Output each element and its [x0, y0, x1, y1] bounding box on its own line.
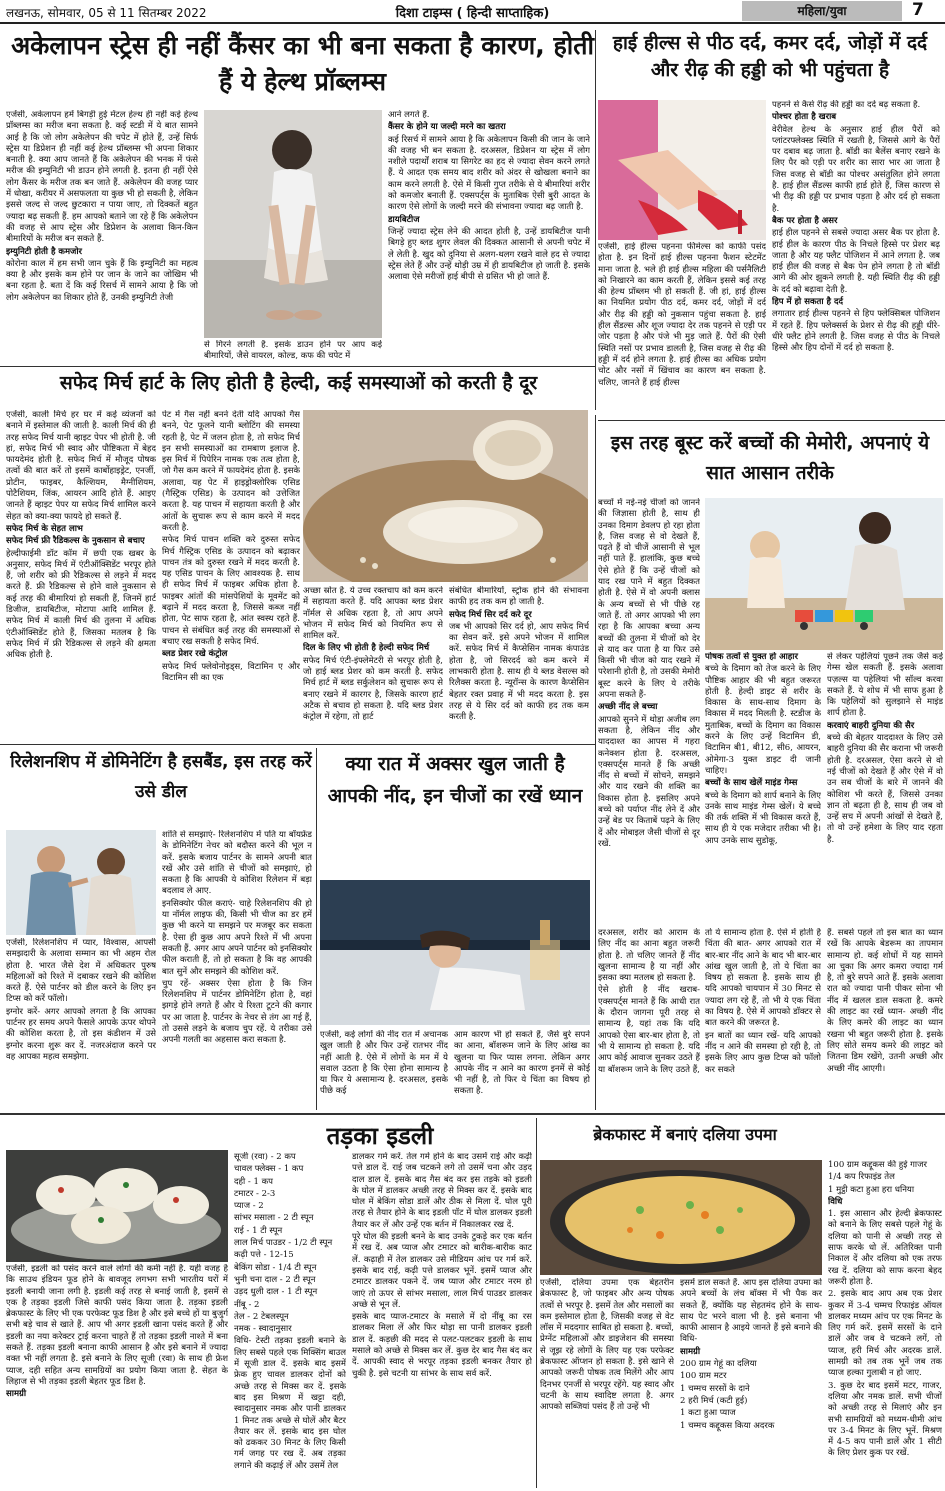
idli-ingredient: सांभर मसाला - 2 टी स्पून: [234, 1213, 314, 1224]
column-divider: [316, 748, 317, 1110]
upma-step: 1. इस आसान और हेल्दी ब्रेकफास्ट को बनाने के लिए सबसे पहले गेहूं के दलिया को पानी से अच्छी तरह से साफ करके धो लें. अतिरिक्त पानी निकाल दें और दलिया को एक तरफ रख दें. दलिया को साफ करना बेहद जरूरी होता है.: [828, 1209, 942, 1287]
relationship-text: चुप रहें- अक्सर ऐसा होता है कि जिन रिलेशनशिप में पार्टनर डोमिनेटिंग होता है, वहां झगड़े होने लगते हैं और ये रिश्ता टूटने की कगार पर आ जाता है. पार्टनर के नेचर से तंग आ गई हैं, तो उससे लड़ने के बजाय चुप रहें. ये तरीका उसे अपनी गलती का अहसास करा सकता है.: [162, 978, 312, 1046]
memory-col5: [705, 928, 821, 1110]
heels-text: वेरीवेल हेल्थ के अनुसार हाई हील पैरों को प्लांटरफ्लेक्स्ड स्थिति में रखती है, जिससे आगे के पैरों पर दबाव बढ़ जाता है. बॉडी का बैलेंस बनाए रखने के लिए पैर को एड़ी पर शरीर का सारा भार आ जाता है जिस वजह से बॉडी का पोश्चर असंतुलित होने लगता है. हाई हील सैंडल्स काफी हार्ड होते हैं, जिस कारण से भी रीढ़ की हड्डी पर प्रभाव पड़ता है और दर्द हो सकता है.: [772, 124, 940, 214]
heels-col2: [772, 100, 940, 415]
memory-col2: [705, 652, 821, 927]
section-divider: [0, 744, 595, 745]
loneliness-subhead: डायबिटीज: [388, 214, 420, 225]
relationship-text: शांति से समझाएं- रिलेशनशिप में पति या बॉयफ्रेंड के डोमिनेटिंग नेचर को बदौस्त करने की भूल न करें. इसके बजाय पार्टनर के सामने अपनी बात रखें और उसे शांति से चीजों को समझाएं, हो सकता है कि आपकी ये कोशिश रिलेशन में बड़ा बदलाव ले आए.: [162, 830, 312, 897]
idli-ingredient: राई - 1 टी स्पून: [234, 1225, 283, 1236]
loneliness-col3: [388, 110, 590, 364]
pepper-subhead: सफेद मिर्च के सेहत लाभ: [6, 523, 83, 534]
idli-text: एजेंसी, इडली को पसंद करने वाले लोगों की कमी नहीं है. यही वजह है कि साउथ इंडियन फूड होने के बावजूद लगभग सभी भारतीय घरों में इडली बनायी जाना लगी है. इडली कई तरह से बनाई जाती है, इसमें से एक है तड़का इडली जिसे काफी पसंद किया जाता है. तड़का इडली ब्रेकफास्ट के लिए भी एक परफेक्ट फूड डिश है और इसे बच्चे हों या बुजुर्ग सभी बड़े चाव से खाते हैं. आप भी अगर इडली खाना पसंद करते हैं और इडली का नया करेक्टर ट्राई करना चाहते हैं तो तड़का इडली नाश्ते में बना सकते हैं. तड़का इडली बनाना काफी आसान है और इसे बनाने में ज्यादा वक्त भी नहीं लगता है. इसे बनाने के लिए सूजी (रवा) के साथ ही फ्रेश प्याज, दही सहित अन्य सामग्रियों का प्रयोग किया जाता है. सेहत के लिहाज से भी तड़का इडली बेहतर फूड डिश है.: [6, 1264, 228, 1387]
memory-text: से लेकर पहेलियां पूछने तक जैसे कई गेम्स खेल सकती हैं. इसके अलावा पज़ल्स या पहेलियां भी सॉल्व करवा सकते हैं. ये शोध में भी साफ हुआ है कि पहेलियों को सुलझाने से माइंड शार्प होता है.: [827, 652, 943, 719]
memory-text: बच्चे के दिमाग को शार्प बनाने के लिए उनके साथ माइंड गेम्स खेलें। ये बच्चे की तर्क शक्ति में भी विकास करते हैं, साथ ही ये एक मजेदार तरीका भी है। आप उनके साथ सुडोकू,: [705, 790, 821, 846]
idli-ingredient: तेल - 2 टेबलस्पून: [234, 1311, 289, 1322]
loneliness-text: जिन्हें ज्यादा स्ट्रेस लेने की आदत होती है, उन्हें डायबिटीज यानी बिगड़े हुए ब्लड शुगर लेवल की दिक्कत आसानी से अपनी चपेट में ले लेती है. खुद को दुनिया से अलग-थलग रखने वाले हद से ज्यादा स्ट्रेस लेते हैं और उन्हें थोड़ी उम्र में ही डायबिटीज हो जाती है. इसके अलावा ऐसे मरीजों हाई बीपी से ग्रसित भी हो जाते हैं.: [388, 226, 590, 283]
sleep-col1: [320, 1030, 448, 1110]
pepper-col1: [6, 410, 156, 740]
loneliness-col2: [204, 340, 382, 364]
upma-col1: [540, 1278, 674, 1488]
idli-ingredient: नमक - स्वादानुसार: [234, 1324, 292, 1335]
memory-text: इन बातों का ध्यान रखें- यदि आपको नींद न आने की समस्या हो रही है, तो इसके लिए आप कुछ टिप्स को फॉलो कर सकते: [705, 1030, 821, 1075]
newspaper-name: दिशा टाइम्स ( हिन्दी साप्ताहिक): [395, 6, 550, 21]
memory-headline: इस तरह बूस्ट करें बच्चों की मेमोरी, अपनाएं ये सात आसान तरीके: [610, 432, 930, 485]
upma-ingredient: 100 ग्राम कद्दूकस की हुई गाजर: [828, 1160, 927, 1170]
pepper-text: हेल्दीफाईमी डॉट कॉम में छपी एक खबर के अनुसार, सफेद मिर्च में एंटीऑक्सिडेंट भरपूर होते हैं, जो शरीर को फ्री रैडिकल्स से लड़ने में मदद करते हैं. फ्री रैडिकल्स से होने वाले नुकसान से कई तरह की बीमारियां हो सकती हैं, जिनमें हार्ट डिजीज, डायबिटीज, मोटापा आदि शामिल हैं. सफेद मिर्च में काली मिर्च की तुलना में अधिक एंटीऑक्सिडेंट होते हैं, जिसका मतलब है कि सफेद मिर्च में फ्री रैडिकल्स से लड़ने की क्षमता अधिक होती है.: [6, 548, 156, 661]
relationship-col2: [162, 830, 312, 1110]
idli-text: डालकर गर्म करें. तेल गर्म होने के बाद उसमें राई और कढ़ी पत्ते डाल दें. राई जब चटकने लगे तो उसमें चना और उड़द दाल डाल दें. इसके बाद गैस बंद कर इस तड़के को इडली के घोल में डालकर अच्छी तरह से मिक्स कर दें. इसके बाद घोल में बेकिंग सोडा डालें और ठीक से मिला दें. घोल पूरी तरह से तैयार होने के बाद इडली पॉट में घोल डालकर इडली तैयार कर लें और उन्हें एक बर्तन में निकालकर रख दें.: [352, 1152, 532, 1230]
upma-ingredient: 100 ग्राम मटर: [680, 1371, 727, 1382]
idli-col3: [352, 1152, 532, 1488]
loneliness-col1: [6, 110, 198, 362]
sleep-text: ऐसे होती है नींद खराब- एक्सपर्ट्स मानते हैं कि आधी रात के दौरान जागना पूरी तरह से सामान्य है, यहां तक कि यदि आपको ऐसा बार-बार होता है, तो भी ये सामान्य हो सकता है. यदि आप कोई आवाज सुनकर उठते हैं या बॉशरूम जाने के लिए उठते हैं,: [598, 985, 700, 1075]
pepper-text: सफेद मिर्च फ्लेवोनोइड्स, विटामिन ए और विटामिन सी का एक: [162, 661, 300, 683]
high-heels-photo: [598, 100, 766, 240]
section-divider: [0, 366, 595, 367]
idli-ingredients: [234, 1152, 346, 1488]
loneliness-text: से गिरने लगती है. इसके डाउन होने पर आप कई बीमारियों, जैसे वायरल, कोल्ड, कफ की चपेट में: [204, 340, 382, 362]
loneliness-text: कोरोना काल में हम सभी जान चुके हैं कि इम्युनिटी का महत्व क्या है और इसके कम होने पर जान के जाने का जोखिम भी बना रहता है. बता दें कि कई रिसर्च में सामने आया है कि जो लोग अकेलेपन का शिकार होते हैं, उनकी इम्युनिटी तेजी: [6, 258, 198, 303]
upma-ingredient: 200 ग्राम गेहूं का दलिया: [680, 1359, 757, 1370]
section-divider: [0, 1113, 945, 1115]
idli-headline: तड़का इडली: [326, 1122, 434, 1150]
idli-ingredient: टमाटर - 2-3: [234, 1188, 276, 1199]
page-number: 7: [912, 0, 924, 20]
upma-ingredient: 1 चम्मच कद्दूकस किया अदरक: [680, 1420, 775, 1431]
idli-col1: [6, 1264, 228, 1488]
pepper-text: सफेद मिर्च एंटी-इंफ्लेमेटरी से भरपूर होती है, जो हाई ब्लड प्रेशर को कम करती है. सफेद मिर्च हार्ट में ब्लड सर्कुलेशन को सुचारू रूप से बनाए रखने में कारगर है, जिसके कारण हार्ट अटैक से बचाव हो सकता है. यदि ब्लड प्रेशर कंट्रोल में रहेगा, तो हार्ट: [303, 655, 443, 723]
heels-col1: [598, 242, 766, 410]
idli-ingredient: दही - 1 कप: [234, 1176, 273, 1187]
upma-col2: [680, 1278, 822, 1488]
loneliness-text: एजेंसी, अकेलापन हमें बिगड़ी हुई मेंटल हेल्थ ही नहीं कई हेल्थ प्रॉब्लम्स का मरीज बना सकता है. कई स्टडी में ये बात सामने आई है कि जो लोग अकेलेपन की चपेट में होते हैं, उन्हें सिर्फ स्ट्रेस या डिप्रेशन ही नहीं कई हेल्थ प्रॉब्लम्स भी अपना शिकार बनाती है. क्या आप जानते हैं कि अकेलेपन की भनक में फंसे मरीज की इम्युनिटी भी डाउन होने लगती है. इतना ही नहीं ऐसे लोग कैंसर के मरीज तक बन जाते हैं. अकेलेपन की वजह प्यार में धोखा, करीयर में असफलता या कुछ भी हो सकती है, लेकिन इससे जल्द से जल्द छुटकारा न पाया जाए, तो दिक्कतें बहुत ज्यादा बढ़ सकती हैं. हम आपको बताने जा रहे हैं कि अकेलेपन की वजह से आप स्ट्रेस और डिप्रेशन के अलावा किन-किन बीमारियों के मरीज बन सकते हैं.: [6, 110, 198, 245]
memory-subhead: अच्छी नींद ले बच्चा: [598, 702, 658, 713]
white-pepper-photo: [303, 410, 588, 582]
upma-step: 2. इसके बाद आप अब एक प्रेशर कुकर में 3-4 चम्मच रिफाइंड ऑयल डालकर मध्यम आंच पर एक मिनट के लिए गर्म करें. इसमें सरसों के दाने डालें और जब वे चटकने लगें, तो प्याज, हरी मिर्च और अदरक डालें. सामग्री को तब तक भूनें जब तक प्याज हल्का गुलाबी न हो जाए.: [828, 1289, 942, 1379]
sleep-text: एजेंसी, कई लोगों की नींद रात में अचानक खुल जाती है और फिर उन्हें रातभर नींद नहीं आती है. ऐसे में लोगों के मन में ये सवाल उठता है कि ऐसा होना सामान्य है या फिर ये असामान्य है. दरअसल, इसके पीछे कई: [320, 1030, 448, 1097]
memory-subhead: करवाएं बाहरी दुनिया की सैर: [827, 720, 915, 731]
pepper-text: संबंधित बीमारियों, स्ट्रोक होने की संभावना काफी हद तक कम हो जाती है.: [449, 586, 589, 608]
pepper-subhead: सफेद मिर्च सिर दर्द करे दूर: [449, 609, 532, 620]
memory-text: हैं. सबसे पहले तो इस बात का ध्यान रखें कि आपके बेडरूम का तापमान सामान्य हो. कई शोधों में यह सामने आ चुका कि अगर कमरा ज्यादा गर्म है, तो बुरे सपने आते हैं. इसके अलावा रात को ज्यादा पानी पीकर सोना भी नींद में खलल डाल सकता है. कमरे की लाइट का रखें ध्यान- अच्छी नींद के लिए कमरे की लाइट का ध्यान रखना भी बहुत जरूरी होता है. इसके लिए सोते समय कमरे की लाइट को जितना डिम रखेंगे, उतनी अच्छी और अच्छी नींद आएगी।: [827, 928, 943, 1074]
heels-text: एजेंसी, हाई हील्स पहनना फीमेल्स को काफी पसंद होता है. इन दिनों हाई हील्स पहनना फैशन स्टेटमेंट माना जाता है. भले ही हाई हील्स महिला की पर्सनैलिटी को निखारने का काम करती हैं, लेकिन इससे कई तरह की हेल्थ प्रॉब्लम भी हो सकती हैं. जी हां, हाई हील्स का नियमित प्रयोग पीठ दर्द, कमर दर्द, जोड़ों में दर्द और रीढ़ की हड्डी को नुकसान पहुंचा सकता है. हाई हील सैंडल्स और शूज ज्यादा देर तक पहनने से एड़ी पर जोर पड़ता है और पंजे भी मुड़ जाते हैं. पैरों की ऐसी स्थिति नसों पर प्रभाव डालती है, जिस वजह से रीढ़ की हड्डी में दर्द होने लगता है. हाई हील्स का अधिक प्रयोग चोट और नसों में खिंचाव का कारण बन सकता है. चलिए, जानते हैं हाई हील्स: [598, 242, 766, 388]
sleep-col2: [454, 1030, 590, 1110]
memory-col6: [827, 928, 943, 1110]
pepper-headline: सफेद मिर्च हार्ट के लिए होती है हेल्दी, कई समस्याओं को करती है दूर: [59, 372, 538, 394]
heels-text: लगातार हाई हील्स पहनने से हिप फ्लेक्सिबल पोजिशन में रहते हैं. हिप फ्लेक्सर्स के प्रेशर से रीढ़ की हड्डी धीरे-धीरे फ्लैट होने लगती है. जिस वजह से पीठ के निचले हिस्से और हिप दोनों में दर्द हो सकता है.: [772, 309, 940, 354]
memory-col3: [827, 652, 943, 927]
pepper-col2: [162, 410, 300, 740]
upma-ingredient: 1 कटा हुआ प्याज: [680, 1408, 736, 1419]
relationship-text: एजेंसी, रिलेशनशिप में प्यार, विश्वास, आपसी समझदारी के अलावा सम्मान का भी अहम रोल होता है. भारत जैसे देश में अधिकतर पुरुष महिलाओं को रिश्ते में दबाकर रखने की कोशिश करते हैं. ऐसे पार्टनर को डील करने के लिए इन टिप्स को करें फॉलो।: [6, 938, 156, 1005]
upma-step: 3. कुछ देर बाद इसमें मटर, गाजर, दलिया और नमक डालें. सभी चीजों को अच्छी तरह से मिलाएं और इन सभी सामग्रियों को मध्यम-धीमी आंच पर 3-4 मिनट के लिए भूनें. मिश्रण में 4-5 कप पानी डालें और 1 सीटी के लिए प्रेशर कुक पर रखें.: [828, 1380, 942, 1459]
idli-ingredient: बेकिंग सोडा - 1/4 टी स्पून: [234, 1262, 317, 1273]
idli-ingredient: उड़द धुली दाल - 1 टी स्पून: [234, 1287, 318, 1298]
heels-subhead: हिप में हो सकता है दर्द: [772, 297, 843, 308]
idli-text: इसके बाद प्याज-टमाटर के मसाले में दो नींबू का रस डालकर मिला लें और फिर थोड़ा सा पानी डालकर इडली डाल दें. कड़छी की मदद से पलट-पलटकर इडली के साथ मसाले को अच्छे से मिक्स कर लें. कुछ देर बाद गैस बंद कर दें. आपकी स्वाद से भरपूर तड़का इडली बनकर तैयार हो चुकी है. इसे चटनी या सांभर के साथ सर्व करें.: [352, 1312, 532, 1379]
children-playing-photo: [705, 498, 943, 650]
loneliness-headline: अकेलापन स्ट्रेस ही नहीं कैंसर का भी बना सकता है कारण, होती हैं ये हेल्थ प्रॉब्लम्स: [11, 31, 594, 97]
idli-photo: [6, 1150, 228, 1262]
pepper-subhead: ब्लड प्रेशर रखे कंट्रोल: [162, 649, 228, 660]
memory-text: बच्चे के दिमाग को तेज करने के लिए पौष्टिक आहार की भी बहुत जरूरत होती है. हेल्दी डाइट से शरीर के विकास के साथ-साथ दिमाग के विकास में मदद मिलती है. स्टडीज के मुताबिक, बच्चों के दिमाग का विकास करने के लिए उन्हें विटामिन डी, विटामिन बी1, बी12, सी6, आयरन, ओमेगा-3 युक्त डाइट दी जानी चाहिए।: [705, 664, 821, 776]
loneliness-subhead: इम्युनिटी होती है कमजोर: [6, 246, 83, 257]
memory-subhead: पोषक तत्वों से युक्त हो आहार: [705, 652, 798, 662]
sleep-headline: क्या रात में अक्सर खुल जाती है आपकी नींद, इन चीजों का रखें ध्यान: [327, 753, 583, 808]
upma-ingredient: 1 चम्मच सरसों के दाने: [680, 1383, 750, 1394]
heels-text: हाई हील पहनने से सबसे ज्यादा असर बैक पर होता है. हाई हील के कारण पीठ के निचले हिस्से पर प्रेशर बढ़ जाता है और यह फ्लैट पोजिशन में आने लगता है. जब हाई हील की वजह से बैक पेन होने लगता है तो बॉडी आगे की ओर झुकने लगती है. यही स्थिति रीढ़ की हड्डी के दर्द को बढ़ावा देती है.: [772, 228, 940, 295]
upma-headline: ब्रेकफास्ट में बनाएं दलिया उपमा: [593, 1125, 777, 1144]
pepper-text: पेट में गैस नहीं बनने देती यदि आपको गैस बनने, पेट फूलने यानी ब्लोटिंग की समस्या रहती है, पेट में जलन होता है, तो सफेद मिर्च इन सभी समस्याओं का रामबाण इलाज है. इस मिर्च में पिपेरिन नामक एक तत्व होता है, जो गैस कम करने में फायदेमंद होता है. इसके अलावा, यह पेट में हाइड्रोक्लोरिक एसिड (गैस्ट्रिक एसिड) के उत्पादन को उत्तेजित करता है. यह पाचन में सहायता करती है और आंतों के सुचारू रूप से काम करने में मदद करती है.: [162, 410, 300, 533]
upma-col3: [828, 1160, 942, 1488]
idli-ingredient: लाल मिर्च पाउडर - 1/2 टी स्पून: [234, 1238, 333, 1249]
loneliness-text: कई रिसर्च में सामने आया है कि अकेलापन किसी की जान के जाने की वजह भी बन सकता है. दरअसल, डिप्रेशन या स्ट्रेस में लोग नशीले पदार्थों शराब या सिगरेट का हद से ज्यादा सेवन करने लगते हैं. ये आदत एक समय बाद शरीर को अंदर से खोखला बनाने का काम करने लगती है. ऐसे में किसी गुप्त तरीके से ये बीमारियां शरीर को कमजोर बनाती हैं. एक्सपर्ट्स के मुताबिक ऐसी बुरी आदत के कारण ऐसे लोगों के जल्दी मरने की संभावना ज्यादा बढ़ जाती है.: [388, 134, 590, 213]
heels-subhead: बैक पर होता है असर: [772, 215, 838, 226]
memory-text: दरअसल, शरीर को आराम के लिए नींद का आना बहुत जरूरी होता है. तो चलिए जानते हैं नींद खुलना सामान्य है या नहीं और इसका क्या मतलब हो सकता है.: [598, 928, 700, 984]
idli-ingredient: भुनी चना दाल - 2 टी स्पून: [234, 1274, 316, 1285]
idli-text: पूरे घोल की इडली बनने के बाद उनके टुकड़े कर एक बर्तन में रख दें. अब प्याज और टमाटर को बारीक-बारीक काट लें. कढ़ाही में तेल डालकर उसे मीडियम आंच पर गर्म करें. इसके बाद राई, कढ़ी पत्ते डालकर भूनें. इसमें प्याज और टमाटर डालकर पकने दें. जब प्याज और टमाटर नरम हो जाएं तो ऊपर से सांभर मसाला, लाल मिर्च पाउडर डालकर अच्छे से भून लें.: [352, 1232, 532, 1310]
pepper-text: अच्छा स्रोत है. ये उच्च रक्तचाप को कम करने में सहायता करते हैं. यदि आपका ब्लड प्रेशर नॉर्मल से अधिक रहता है, तो आप अपने भोजन में सफेद मिर्च को नियमित रूप से शामिल करें.: [303, 586, 443, 642]
upma-text: एजेंसी, दलिया उपमा एक बेहतरीन ब्रेकफास्ट है, जो फाइबर और अन्य पोषक तत्वों से भरपूर है. इसमें तेल और मसालों का कम इस्तेमाल होता है, जिसकी वजह से वेट लॉस में मददगार साबित हो सकता है. बच्चों, प्रेग्नेंट महिलाओं और डाइजेशन की समस्या से जूझ रहे लोगों के लिए यह एक परफेक्ट ब्रेकफास्ट ऑप्शन हो सकता है. इसे खाने से आपको जरूरी पोषक तत्व मिलेंगे और आप दिनभर एनर्जी से भरपूर रहेंगे. यह स्वाद और चटनी के साथ स्वादिष्ट लगता है. अगर आपको सब्जियां पसंद हैं तो उन्हें भी: [540, 1278, 674, 1413]
pepper-col3: [303, 586, 443, 742]
heels-subhead: पोश्चर होता है खराब: [772, 112, 837, 123]
pepper-subhead: दिल के लिए भी होती है हेल्दी सफेद मिर्च: [303, 643, 430, 654]
column-divider: [595, 748, 596, 1110]
loneliness-subhead: कैंसर के होने या जल्दी मरने का खतरा: [388, 122, 506, 133]
relationship-text: इग्नोर करें- अगर आपको लगता है कि आपका पार्टनर हर समय अपने फैसले आपके ऊपर थोपने की कोशिश करता है, तो इस कंडीशन में उसे इग्नोर करना शुरू कर दें. नजरअंदाज करने पर वह आपका महत्व समझेगा.: [6, 1006, 156, 1062]
daliya-upma-photo: [540, 1160, 822, 1275]
lonely-woman-photo: [204, 110, 382, 338]
memory-subhead: बच्चों के साथ खेलें माइंड गेम्स: [705, 778, 798, 789]
idli-subhead: सामग्री: [6, 1389, 27, 1400]
idli-ingredient: नींबू - 2: [234, 1299, 260, 1310]
relationship-headline: रिलेशनशिप में डोमिनेटिंग है हसबैंड, इस तरह करें उसे डील: [10, 752, 312, 802]
upma-ingredient: 1 मुट्ठी कटा हुआ हरा धनिया: [828, 1184, 915, 1195]
memory-col4: [598, 928, 700, 1110]
upma-text: इसमें डाल सकते हैं. आप इस दलिया उपमा को अपने बच्चों के लंच बॉक्स में भी पैक कर सकते हैं, क्योंकि यह सेहतमंद होने के साथ-साथ पेट भरने वाला भी है. इसे बनाना भी काफी आसान है आइये जानते हैं इसे बनाने की विधि-: [680, 1278, 822, 1345]
sleep-text: आम कारण भी हो सकते हैं, जैसे बुरे सपने का आना, बॉशरूम जाने के लिए आंख का खुलना या फिर प्यास लगना. लेकिन अगर आपके नींद न आने का कारण इनमें से कोई भी नहीं है, तो फिर ये चिंता का विषय हो सकता है.: [454, 1030, 590, 1097]
dateline: लखनऊ, सोमवार, 05 से 11 सितम्बर 2022: [6, 6, 207, 20]
pepper-text: जब भी आपको सिर दर्द हो, आप सफेद मिर्च का सेवन करें. इसे अपने भोजन में शामिल करें. सफेद मिर्च में कैप्सेसिन नामक कंपाउंड होता है, जो सिरदर्द को कम करने में लाभकारी होता है. साथ ही ये ब्लड वेसल्स को रिलैक्स करता है. न्यूरॉन्स के कारण कैप्सेसिन बेहतर रक्त प्रवाह में भी मदद करता है. इस तरह से ये सिर दर्द को काफी हद तक कम करती है.: [449, 621, 589, 723]
idli-ingredient: चावल फ्लेक्स - 1 कप: [234, 1164, 304, 1175]
upma-subhead: सामग्री: [680, 1346, 701, 1357]
idli-ingredient: प्याज - 2: [234, 1201, 264, 1212]
memory-text: बच्चे की बेहतर याददाश्त के लिए उसे बाहरी दुनिया की सैर कराना भी जरूरी होती है. दरअसल, ऐसा करने से वो नई चीजों को देखते हैं और ऐसे में वो उन सब चीजों के बारे में जानने की कोशिश भी करते हैं, जिससे उनका ज्ञान तो बढ़ता ही है, साथ ही जब वो उन्हें सच में अपनी आंखों से देखते हैं, तो वो उन्हें हमेशा के लिए याद रहता है.: [827, 733, 943, 845]
memory-text: तो ये सामान्य होता है. ऐसे में होती है चिंता की बात- अगर आपको रात में बार-बार नींद आने के बाद भी बार-बार आंख खुल जाती है, तो ये चिंता का विषय हो सकता है. इसके साथ ही यदि आपको चायपान में 30 मिनट से ज्यादा लग रहे हैं, तो भी ये एक चिंता का विषय है. ऐसे में आपको डॉक्टर से बात करने की जरूरत है.: [705, 928, 821, 1029]
pepper-text: एजेंसी, काली मिर्च हर घर में कई व्यंजनों को बनाने में इस्तेमाल की जाती है. काली मिर्च की ही तरह सफेद मिर्च यानी व्हाइट पेपर भी होती है. जी हां, सफेद मिर्च भी स्वाद और पौष्टिकता में बेहद फायदेमंद होती है. सफेद मिर्च में मौजूद पोषक तत्वों की बात करें तो इसमें कार्बोहाइड्रेट, एनर्जी, प्रोटीन, फाइबर, कैल्शियम, मैग्नीशियम, पोटैशियम, जिंक, आयरन आदि होते हैं. आइए जानते हैं व्हाइट पेपर या सफेद मिर्च शामिल करने सेहत को क्या-क्या फायदे हो सकते हैं.: [6, 410, 156, 522]
couple-argument-photo: [6, 830, 156, 935]
idli-ingredient: कढ़ी पत्ते - 12-15: [234, 1250, 294, 1261]
upma-ingredient: 2 हरी मिर्च (कटी हुई): [680, 1395, 748, 1406]
page-header: [0, 0, 945, 24]
idli-text: विधि- टेस्टी तड़का इडली बनाने के लिए सबसे पहले एक मिक्सिंग बाउल में सूजी डाल दें. इसके बाद इसमें फ्रेक हुए चावल डालकर दोनों को अच्छे तरह से मिक्स कर दें. इसके बाद इस मिश्रण में खट्टा दही, स्वादानुसार नमक और पानी डालकर 1 मिनट तक अच्छे से घोलें और बैटर तैयार कर लें. इसके बाद इस घोल को ढककर 30 मिनट के लिए किसी गर्म जगह पर रख दें. अब तड़का लगाने की कढ़ाई लें और उसमें तेल: [234, 1336, 346, 1471]
column-divider: [595, 30, 596, 410]
relationship-text: इनसिक्योर फील कराएं- चाहे रिलेशनशिप की हो या नॉर्मल लाइफ की, किसी भी चीज का डर हमें कुछ भी करने या समझने पर मजबूर कर सकता है. ऐसा ही कुछ आप अपने रिश्ते में भी अपना सकती हैं. अगर आप अपने पार्टनर को इनसिक्योर फील कराती हैं, तो हो सकता है कि वह आपकी बात सुनें और समझने की कोशिश करें.: [162, 898, 312, 977]
upma-ingredient: 1/4 कप रिफाइंड तेल: [828, 1172, 895, 1183]
idli-ingredient: सूजी (रवा) - 2 कप: [234, 1152, 296, 1162]
section-divider: [598, 420, 945, 421]
pepper-text: सफेद मिर्च पाचन शक्ति करे दुरुस्त सफेद मिर्च गैस्ट्रिक एसिड के उत्पादन को बढ़ाकर पाचन तंत्र को दुरुस्त रखने में मदद करती है. यह एसिड पाचन के लिए आवश्यक है. साथ ही सफेद मिर्च में फाइबर अधिक होता है. फाइबर आंतों की मांसपेशियों के मूवमेंट को बढ़ाने में मदद करता है, जिससे कब्ज नहीं होता, पेट साफ रहता है, आंत स्वस्थ रहते हैं. पाचन से संबंधित कई तरह की समस्याओं से बचाए रख सकती है सफेद मिर्च.: [162, 535, 300, 647]
upma-subhead: विधि: [828, 1196, 843, 1207]
section-label: महिला/युवा: [742, 1, 902, 21]
memory-text: आपको सुनने में थोड़ा अजीब लग सकता है, लेकिन नींद और याददाश्त का आपस में गहरा कनेक्शन होता है. दरअसल, एक्सपर्ट्स मानते हैं कि अच्छी नींद से बच्चों में सोचने, समझने और याद रखने की शक्ति का विकास होता है. इसलिए अपने बच्चे को पर्याप्त नींद लेने दें और उन्हें बेड पर किताबें पढ़ने के लिए दें और मोबाइल जैसी चीजों से दूर रखें.: [598, 714, 700, 849]
loneliness-text: आने लगते हैं.: [388, 110, 430, 120]
column-divider: [536, 1118, 537, 1488]
pepper-col4: [449, 586, 589, 742]
heels-text: पहनने से कैसे रीढ़ की हड्डी का दर्द बढ़ सकता है.: [772, 100, 921, 110]
woman-awake-bed-photo: [320, 880, 590, 1025]
memory-col1: [598, 498, 700, 926]
heels-headline: हाई हील्स से पीठ दर्द, कमर दर्द, जोड़ों में दर्द और रीढ़ की हड्डी को भी पहुंचता है: [612, 32, 928, 81]
memory-text: बच्चों में नई-नई चीजों को जानने की जिज्ञासा होती है, साथ ही उनका दिमाग डेवलप हो रहा होता है, जिस वजह से वो देखते हैं, पढ़ते हैं वो चीजें आसानी से भूल नहीं पाते हैं. हालांकि, कुछ बच्चे ऐसे होते हैं कि उन्हें चीजों को याद रख पाने में बहुत दिक्कत होती है. ऐसे में वो अपनी क्लास के अन्य बच्चों से भी पीछे रह जाते हैं. तो अगर आपको भी लग रहा है कि आपका बच्चा अन्य बच्चों की तुलना में चीजों को देर से याद कर पाता है या फिर उसे किसी भी चीज को याद रखने में परेशानी होती है, तो उसकी मेमोरी बूस्ट करने के लिए ये तरीके अपना सकते हैं-: [598, 498, 700, 701]
relationship-col1: [6, 938, 156, 1108]
pepper-subhead: सफेद मिर्च फ्री रैडिकल्स के नुकसान से बचाए: [6, 536, 145, 547]
